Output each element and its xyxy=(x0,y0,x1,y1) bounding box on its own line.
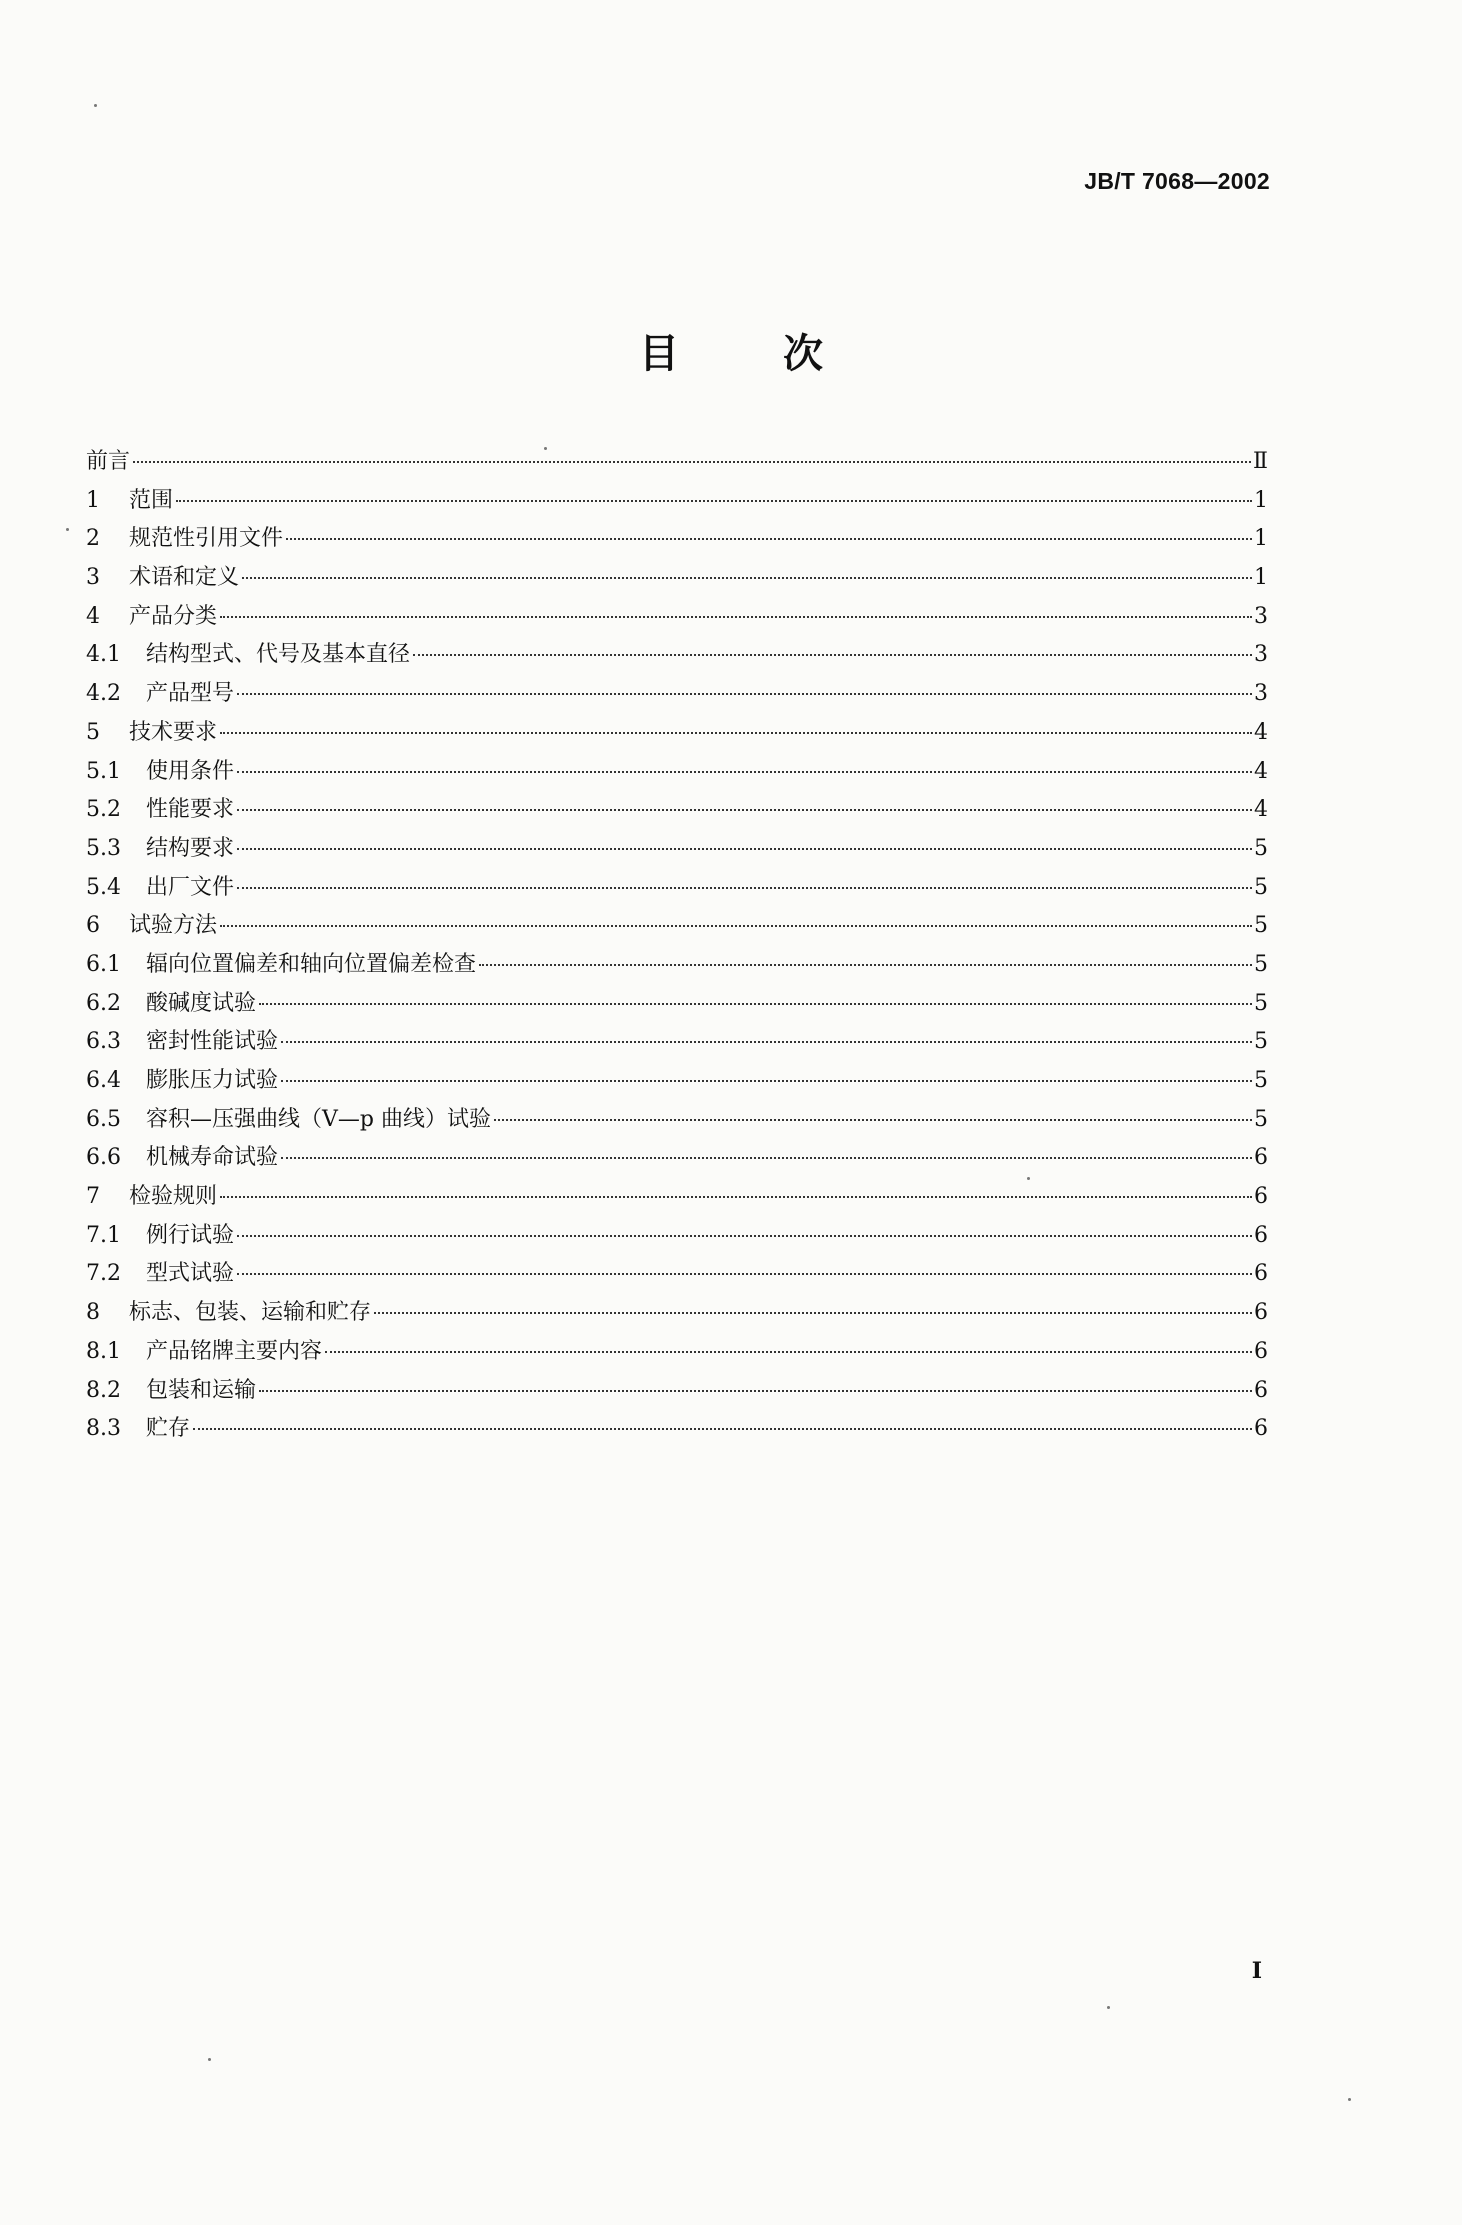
toc-dot-leader xyxy=(133,461,1251,463)
toc-entry xyxy=(86,908,1268,947)
toc-entry-label: 范围 xyxy=(129,487,174,513)
toc-entry-number: 4.1 xyxy=(86,642,121,668)
toc-entry-number: 6.5 xyxy=(86,1106,121,1132)
toc-dot-leader xyxy=(193,1428,1252,1430)
toc-entry-label: 容积—压强曲线（V—p 曲线）试验 xyxy=(146,1106,491,1132)
toc-dot-leader xyxy=(374,1312,1252,1314)
toc-entry xyxy=(86,1024,1268,1063)
toc-entry xyxy=(86,715,1268,754)
toc-entry xyxy=(86,560,1268,599)
toc-entry-number: 7.1 xyxy=(86,1222,121,1248)
toc-entry xyxy=(86,483,1268,522)
toc-entry-page: 5 xyxy=(1254,990,1268,1016)
toc-entry-number: 7 xyxy=(86,1184,100,1210)
toc-entry-number: 5 xyxy=(86,719,100,745)
table-of-contents xyxy=(86,444,1268,1450)
toc-entry-label: 试验方法 xyxy=(129,913,218,939)
toc-entry xyxy=(86,521,1268,560)
toc-dot-leader xyxy=(237,1235,1252,1237)
toc-dot-leader xyxy=(237,693,1252,695)
toc-entry-label: 出厂文件 xyxy=(146,874,235,900)
toc-entry-page: 6 xyxy=(1254,1261,1268,1287)
toc-entry xyxy=(86,1373,1268,1412)
scan-speck xyxy=(208,2058,211,2061)
toc-entry-number: 2 xyxy=(86,526,100,552)
toc-entry-page: Ⅱ xyxy=(1253,449,1268,474)
toc-entry-page: 5 xyxy=(1254,913,1268,939)
toc-dot-leader xyxy=(237,1273,1252,1275)
toc-entry xyxy=(86,1295,1268,1334)
toc-dot-leader xyxy=(176,500,1252,502)
toc-entry xyxy=(86,599,1268,638)
toc-entry-label: 酸碱度试验 xyxy=(146,990,257,1016)
toc-dot-leader xyxy=(281,1157,1252,1159)
toc-entry-number: 6.3 xyxy=(86,1029,121,1055)
toc-entry xyxy=(86,676,1268,715)
toc-entry xyxy=(86,947,1268,986)
toc-dot-leader xyxy=(281,1041,1252,1043)
toc-entry-label: 产品铭牌主要内容 xyxy=(146,1338,323,1364)
toc-entry xyxy=(86,870,1268,909)
toc-entry-number: 4 xyxy=(86,603,100,629)
toc-entry-number: 8 xyxy=(86,1300,100,1326)
toc-entry-page: 6 xyxy=(1254,1222,1268,1248)
toc-entry-page: 6 xyxy=(1254,1145,1268,1171)
toc-entry-page: 5 xyxy=(1254,1068,1268,1093)
toc-entry-label: 规范性引用文件 xyxy=(129,526,284,552)
toc-entry-page: 4 xyxy=(1254,797,1268,823)
toc-entry-number: 6.1 xyxy=(86,951,121,977)
scan-speck xyxy=(1348,2098,1351,2101)
toc-entry-page: 1 xyxy=(1254,487,1268,513)
scan-speck xyxy=(66,528,69,531)
toc-entry-number: 6.2 xyxy=(86,990,121,1016)
toc-dot-leader xyxy=(325,1351,1252,1353)
toc-entry-number: 8.3 xyxy=(86,1416,121,1442)
toc-dot-leader xyxy=(242,577,1252,579)
toc-entry-label: 术语和定义 xyxy=(129,565,240,591)
toc-entry-label: 产品分类 xyxy=(129,603,218,629)
toc-dot-leader xyxy=(237,771,1252,773)
toc-entry-label: 前言 xyxy=(86,449,131,474)
toc-entry-label: 膨胀压力试验 xyxy=(146,1068,279,1093)
toc-entry-label: 例行试验 xyxy=(146,1222,235,1248)
toc-entry-page: 5 xyxy=(1254,951,1268,977)
toc-entry-number: 6 xyxy=(86,913,100,939)
toc-entry-number: 5.2 xyxy=(86,797,121,823)
toc-entry-label: 辐向位置偏差和轴向位置偏差检查 xyxy=(146,951,477,977)
toc-entry-label: 产品型号 xyxy=(146,681,235,707)
toc-entry-page: 6 xyxy=(1254,1338,1268,1364)
toc-dot-leader xyxy=(237,848,1252,850)
toc-entry xyxy=(86,637,1268,676)
toc-dot-leader xyxy=(413,654,1252,656)
toc-entry-label: 包装和运输 xyxy=(146,1377,257,1403)
toc-dot-leader xyxy=(286,538,1252,540)
scan-speck xyxy=(544,447,547,450)
toc-entry xyxy=(86,754,1268,793)
toc-entry-number: 5.4 xyxy=(86,874,121,900)
toc-entry-number: 5.3 xyxy=(86,835,121,861)
toc-title-char-1: 目 xyxy=(639,331,679,377)
toc-entry-number: 6.6 xyxy=(86,1145,121,1171)
toc-entry-page: 6 xyxy=(1254,1416,1268,1442)
toc-entry xyxy=(86,1256,1268,1295)
toc-entry xyxy=(86,1411,1268,1450)
toc-entry-label: 贮存 xyxy=(146,1416,191,1442)
toc-dot-leader xyxy=(220,925,1252,927)
scan-speck xyxy=(1107,2006,1110,2009)
toc-entry-label: 密封性能试验 xyxy=(146,1029,279,1055)
toc-entry-label: 检验规则 xyxy=(129,1184,218,1210)
toc-entry-number: 5.1 xyxy=(86,758,121,784)
toc-entry-number: 1 xyxy=(86,487,100,513)
toc-entry xyxy=(86,792,1268,831)
page-number: I xyxy=(1251,1958,1262,1984)
toc-dot-leader xyxy=(220,616,1252,618)
toc-entry xyxy=(86,1334,1268,1373)
toc-entry-page: 3 xyxy=(1254,603,1268,629)
toc-entry-page: 6 xyxy=(1254,1300,1268,1326)
toc-dot-leader xyxy=(220,732,1252,734)
toc-entry-label: 型式试验 xyxy=(146,1261,235,1287)
toc-dot-leader xyxy=(259,1003,1252,1005)
toc-title xyxy=(0,322,1462,379)
toc-entry-page: 6 xyxy=(1254,1377,1268,1403)
toc-entry-page: 1 xyxy=(1254,565,1268,591)
toc-entry-number: 4.2 xyxy=(86,681,121,707)
toc-entry-label: 结构型式、代号及基本直径 xyxy=(146,642,411,668)
toc-entry-page: 6 xyxy=(1254,1184,1268,1210)
toc-entry-page: 3 xyxy=(1254,642,1268,668)
toc-entry xyxy=(86,444,1268,483)
toc-entry xyxy=(86,1179,1268,1218)
toc-dot-leader xyxy=(479,964,1252,966)
scan-speck xyxy=(1027,1177,1030,1180)
toc-entry xyxy=(86,1218,1268,1257)
toc-entry xyxy=(86,1063,1268,1102)
toc-entry xyxy=(86,986,1268,1025)
toc-entry-page: 4 xyxy=(1254,758,1268,784)
toc-entry xyxy=(86,831,1268,870)
toc-entry-page: 1 xyxy=(1254,526,1268,552)
toc-entry-page: 4 xyxy=(1254,719,1268,745)
standard-code: JB/T 7068—2002 xyxy=(1084,168,1270,194)
toc-entry-label: 性能要求 xyxy=(146,797,235,823)
toc-entry-page: 5 xyxy=(1254,835,1268,861)
toc-dot-leader xyxy=(281,1080,1252,1082)
toc-entry-page: 5 xyxy=(1254,874,1268,900)
toc-entry-page: 5 xyxy=(1254,1029,1268,1055)
toc-entry-page: 5 xyxy=(1254,1106,1268,1132)
toc-entry xyxy=(86,1102,1268,1141)
toc-entry-label: 结构要求 xyxy=(146,835,235,861)
toc-entry-number: 3 xyxy=(86,565,100,591)
toc-dot-leader xyxy=(220,1196,1252,1198)
toc-dot-leader xyxy=(237,809,1252,811)
toc-dot-leader xyxy=(494,1119,1252,1121)
toc-entry-label: 技术要求 xyxy=(129,719,218,745)
toc-entry-number: 8.2 xyxy=(86,1377,121,1403)
toc-entry-page: 3 xyxy=(1254,681,1268,707)
toc-entry-number: 8.1 xyxy=(86,1338,121,1364)
toc-entry-label: 使用条件 xyxy=(146,758,235,784)
toc-dot-leader xyxy=(259,1390,1252,1392)
toc-entry-label: 标志、包装、运输和贮存 xyxy=(129,1300,372,1326)
toc-title-char-2: 次 xyxy=(783,331,823,377)
toc-entry-number: 6.4 xyxy=(86,1068,121,1093)
toc-entry-label: 机械寿命试验 xyxy=(146,1145,279,1171)
toc-entry-number: 7.2 xyxy=(86,1261,121,1287)
scan-speck xyxy=(94,104,97,107)
toc-dot-leader xyxy=(237,887,1252,889)
toc-entry xyxy=(86,1140,1268,1179)
